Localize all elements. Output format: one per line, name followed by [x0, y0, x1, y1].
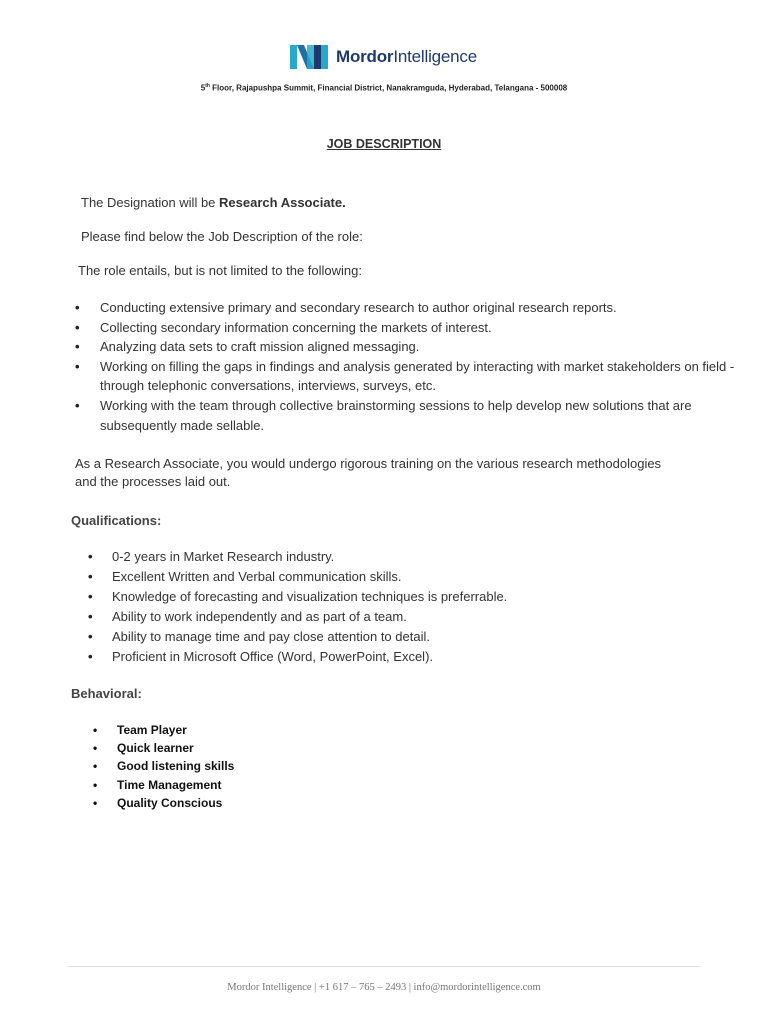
duty-item: • Working with the team through collective brainstorming sessions to help develop new solutions that are subsequently made sellable.	[75, 396, 700, 435]
logo-brand-light: Intelligence	[393, 47, 477, 66]
duty-item: • Working on filling the gaps in findings and analysis generated by interacting with market stakeholders on field - through telephonic conversations, interviews, surveys, etc.	[75, 357, 760, 396]
qualifications-heading: Qualifications:	[71, 513, 162, 528]
logo-wordmark	[336, 45, 477, 69]
entails-line: The role entails, but is not limited to the following:	[78, 263, 362, 278]
footer-contact: Mordor Intelligence | +1 617 – 765 – 2493 | info@mordorintelligence.com	[227, 982, 541, 993]
designation-prefix: The Designation will be	[81, 195, 220, 210]
company-logo	[290, 45, 477, 69]
logo-brand-bold: Mordor	[336, 47, 394, 66]
designation-line	[81, 193, 346, 212]
document-title: JOB DESCRIPTION	[326, 137, 442, 151]
intro-line: Please find below the Job Description of the role:	[81, 229, 363, 244]
designation-role: Research Associate.	[219, 195, 346, 210]
qualification-item: • Excellent Written and Verbal communication skills.	[88, 567, 507, 587]
mordor-logo-icon	[290, 45, 328, 69]
duties-list	[75, 298, 760, 435]
behavioral-item: • Team Player	[93, 721, 234, 739]
footer-divider	[68, 966, 700, 967]
qualification-item: • Proficient in Microsoft Office (Word, PowerPoint, Excel).	[88, 647, 507, 667]
behavioral-item: • Good listening skills	[93, 757, 234, 775]
qualification-item: • 0-2 years in Market Research industry.	[88, 547, 507, 567]
behavioral-list	[93, 721, 234, 812]
duty-item: • Collecting secondary information concerning the markets of interest.	[75, 318, 760, 338]
duty-item: • Analyzing data sets to craft mission aligned messaging.	[75, 337, 760, 357]
qualification-item: • Ability to manage time and pay close attention to detail.	[88, 627, 507, 647]
behavioral-item: • Quality Conscious	[93, 794, 234, 812]
qualification-item: • Ability to work independently and as part of a team.	[88, 607, 507, 627]
qualifications-list	[88, 547, 507, 667]
address-floor-number: 5	[200, 83, 206, 93]
training-line-1: As a Research Associate, you would undergo rigorous training on the various research methodologies	[75, 456, 662, 471]
behavioral-heading: Behavioral:	[71, 686, 142, 701]
behavioral-item: • Quick learner	[93, 739, 234, 757]
address-text: Floor, Rajapushpa Summit, Financial District, Nanakramguda, Hyderabad, Telangana - 500008	[209, 83, 568, 93]
duty-item: • Conducting extensive primary and secondary research to author original research reports.	[75, 298, 760, 318]
company-address	[0, 83, 768, 93]
qualification-item: • Knowledge of forecasting and visualization techniques is preferrable.	[88, 587, 507, 607]
training-line-2: and the processes laid out.	[75, 474, 231, 489]
address-floor-suffix: th	[205, 83, 210, 89]
behavioral-item: • Time Management	[93, 776, 234, 794]
